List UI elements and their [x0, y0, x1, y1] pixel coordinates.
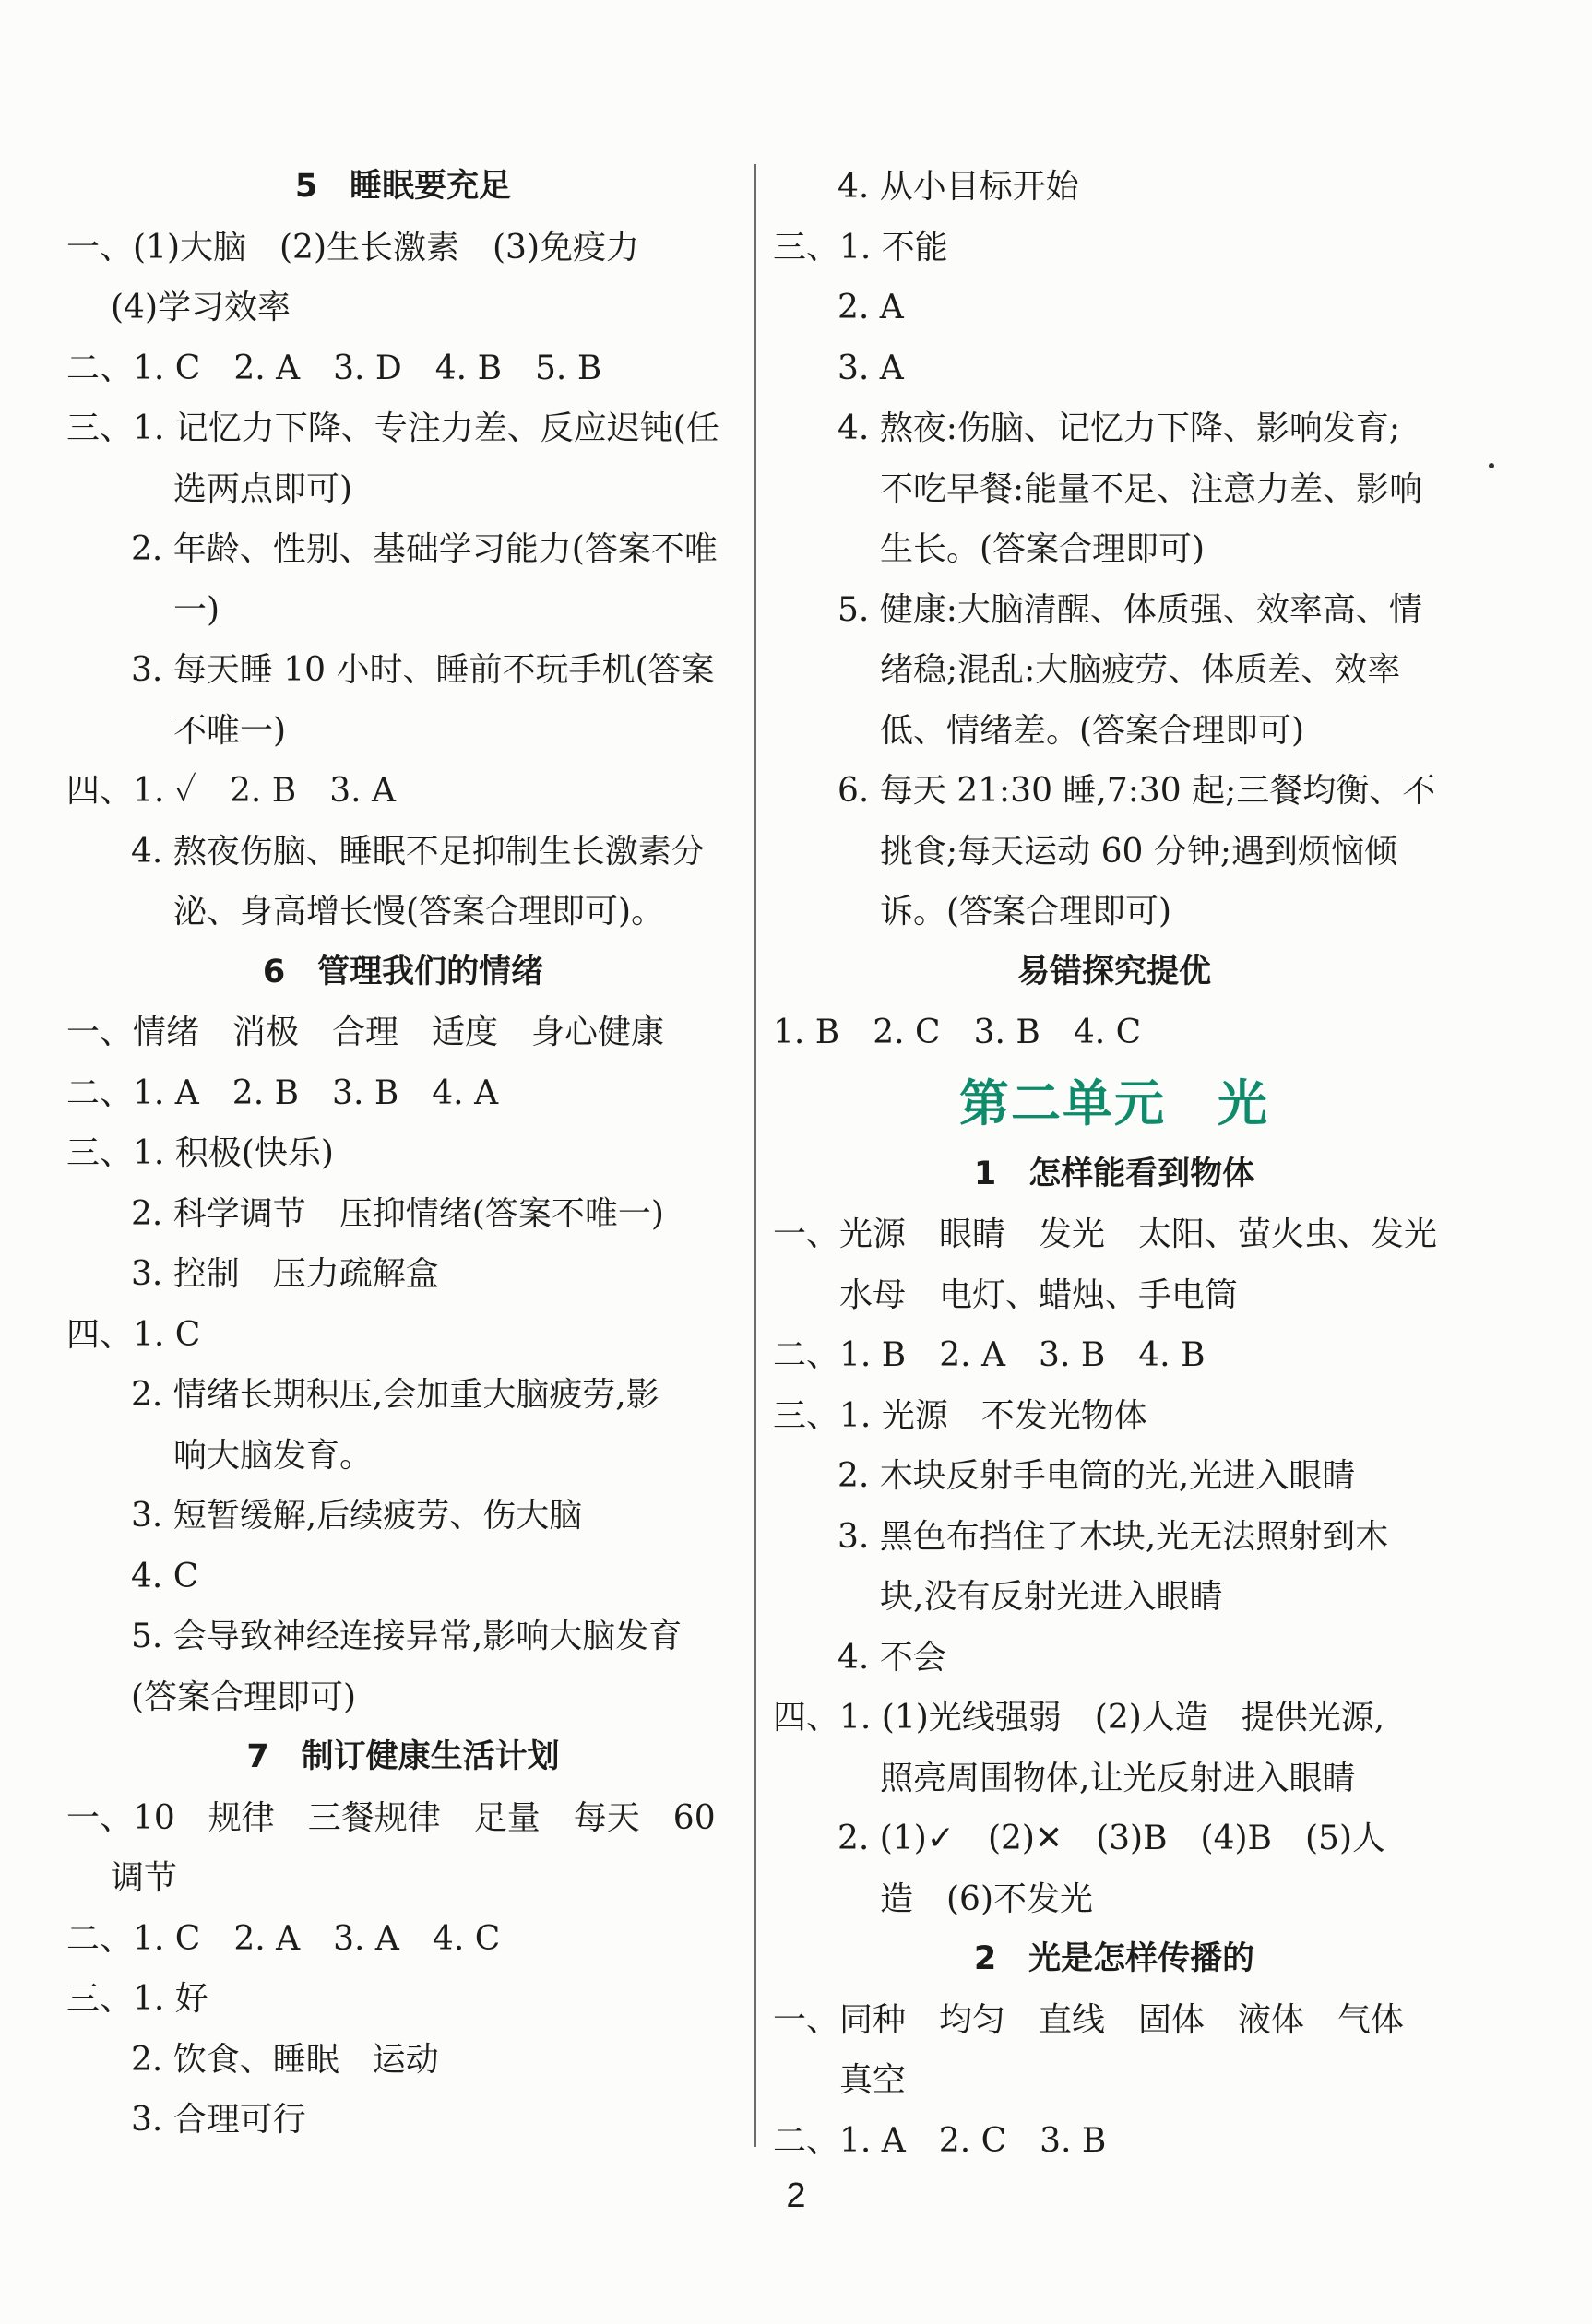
answer-line: 块,没有反射光进入眼睛 — [880, 1578, 1223, 1616]
section-title: 2 光是怎样传播的 — [973, 1940, 1255, 1977]
answer-line: 二、1. A 2. C 3. B — [773, 2121, 1107, 2160]
answer-line: 选两点即可) — [173, 469, 353, 508]
answer-line: 1. B 2. C 3. B 4. C — [773, 1014, 1142, 1051]
answer-line: 3. 合理可行 — [131, 2101, 306, 2139]
answer-line: 2. 情绪长期积压,会加重大脑疲劳,影 — [131, 1376, 659, 1414]
left-column — [66, 157, 740, 2151]
section-title: 7 制订健康生活计划 — [246, 1738, 560, 1775]
answer-line: 四、1. ✓ 2. B 3. A — [66, 772, 397, 810]
answer-line: 一、(1)大脑 (2)生长激素 (3)免疫力 — [66, 228, 639, 267]
answer-line: 不吃早餐:能量不足、注意力差、影响 — [880, 469, 1423, 508]
answer-line: 二、1. A 2. B 3. B 4. A — [66, 1073, 499, 1112]
answer-line: 4. 熬夜:伤脑、记忆力下降、影响发育; — [838, 409, 1401, 447]
answer-line: (4)学习效率 — [111, 289, 291, 326]
answer-line: 三、1. 不能 — [773, 228, 948, 267]
answer-line: 3. 黑色布挡住了木块,光无法照射到木 — [838, 1517, 1389, 1556]
answer-line: 造 (6)不发光 — [880, 1879, 1093, 1918]
answer-line: 响大脑发育。 — [173, 1436, 374, 1475]
column-divider — [754, 164, 756, 2147]
answer-line: 6. 每天 21:30 睡,7:30 起;三餐均衡、不 — [838, 772, 1436, 810]
answer-line: 5. 会导致神经连接异常,影响大脑发育 — [131, 1618, 683, 1655]
answer-line: 一、情绪 消极 合理 适度 身心健康 — [66, 1014, 665, 1051]
answer-line: 挑食;每天运动 60 分钟;遇到烦恼倾 — [880, 832, 1397, 871]
answer-line: 泌、身高增长慢(答案合理即可)。 — [173, 893, 665, 931]
answer-line: 一、10 规律 三餐规律 足量 每天 60 — [66, 1798, 716, 1837]
answer-line: 3. A — [838, 349, 904, 387]
answer-line: 3. 控制 压力疏解盒 — [131, 1255, 439, 1293]
answer-line: 二、1. C 2. A 3. D 4. B 5. B — [66, 349, 602, 387]
answer-line: 四、1. C — [66, 1315, 201, 1354]
answer-line: 调节 — [111, 1859, 178, 1897]
section-title: 6 管理我们的情绪 — [262, 953, 544, 990]
page-number: 2 — [786, 2176, 806, 2215]
ink-dot — [1489, 463, 1494, 468]
answer-line: 三、1. 积极(快乐) — [66, 1134, 334, 1172]
answer-line: 2. A — [838, 289, 904, 326]
answer-line: 4. C — [131, 1557, 199, 1595]
answer-line: 四、1. (1)光线强弱 (2)人造 提供光源, — [773, 1699, 1385, 1737]
answer-line: 不唯一) — [173, 711, 287, 750]
section-title: 5 睡眠要充足 — [294, 168, 512, 205]
answer-line: 低、情绪差。(答案合理即可) — [880, 711, 1305, 750]
answer-line: 三、1. 光源 不发光物体 — [773, 1396, 1147, 1435]
answer-line: 三、1. 好 — [66, 1980, 208, 2018]
answer-line: 2. 饮食、睡眠 运动 — [131, 2040, 439, 2079]
answer-line: 二、1. B 2. A 3. B 4. B — [773, 1336, 1206, 1374]
answer-line: (答案合理即可) — [131, 1678, 357, 1716]
answer-line: 二、1. C 2. A 3. A 4. C — [66, 1919, 501, 1958]
answer-line: 一) — [173, 590, 220, 629]
unit-heading: 第二单元 光 — [959, 1073, 1269, 1132]
answer-line: 2. (1)✓ (2)✕ (3)B (4)B (5)人 — [838, 1820, 1385, 1857]
answer-line: 2. 木块反射手电筒的光,光进入眼睛 — [838, 1457, 1356, 1495]
answer-line: 4. 熬夜伤脑、睡眠不足抑制生长激素分 — [131, 832, 705, 871]
answer-line: 2. 年龄、性别、基础学习能力(答案不唯 — [131, 530, 718, 568]
answer-line: 真空 — [839, 2061, 907, 2099]
answer-line: 诉。(答案合理即可) — [880, 893, 1172, 931]
answer-line: 5. 健康:大脑清醒、体质强、效率高、情 — [838, 590, 1422, 629]
answer-line: 水母 电灯、蜡烛、手电筒 — [839, 1275, 1239, 1314]
answer-line: 三、1. 记忆力下降、专注力差、反应迟钝(任 — [66, 409, 719, 447]
answer-line: 2. 科学调节 压抑情绪(答案不唯一) — [131, 1194, 664, 1233]
section-title: 易错探究提优 — [1016, 953, 1211, 990]
answer-line: 一、同种 均匀 直线 固体 液体 气体 — [773, 2000, 1405, 2039]
answer-line: 照亮周围物体,让光反射进入眼睛 — [880, 1759, 1356, 1797]
answer-line: 3. 每天睡 10 小时、睡前不玩手机(答案 — [131, 651, 715, 689]
answer-line: 绪稳;混乱:大脑疲劳、体质差、效率 — [880, 651, 1401, 689]
answer-line: 4. 从小目标开始 — [838, 168, 1079, 206]
answer-line: 一、光源 眼睛 发光 太阳、萤火虫、发光 — [773, 1215, 1438, 1253]
answer-line: 4. 不会 — [838, 1638, 946, 1677]
section-title: 1 怎样能看到物体 — [973, 1155, 1255, 1192]
answer-line: 3. 短暂缓解,后续疲劳、伤大脑 — [131, 1497, 583, 1535]
answer-line: 生长。(答案合理即可) — [880, 530, 1206, 568]
right-column — [773, 157, 1455, 2171]
